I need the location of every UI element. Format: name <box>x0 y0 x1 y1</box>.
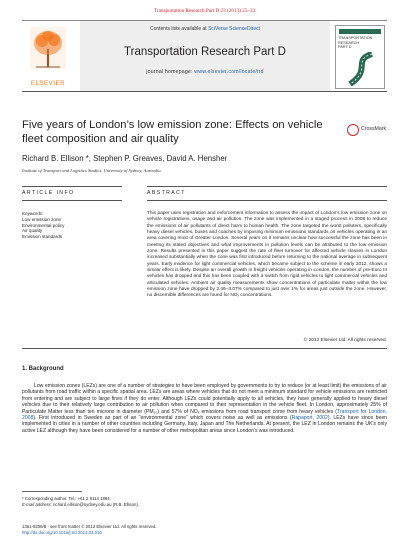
footnote-rule <box>22 491 82 492</box>
keyword-item: Air quality <box>22 228 43 234</box>
affiliation: Institute of Transport and Logistics Studies, University of Sydney, Australia <box>22 168 161 173</box>
corresponding-author: * Corresponding author. Tel.: +61 2 9114 1894. <box>22 496 111 501</box>
email-address[interactable]: richard.ellison@sydney.edu.au <box>53 501 112 507</box>
masthead-center <box>80 21 330 91</box>
elsevier-logo[interactable] <box>22 25 74 89</box>
keyword-item: Low emission zone <box>22 216 62 222</box>
author-list[interactable]: Richard B. Ellison *, Stephen P. Greaves, David A. Hensher <box>22 154 228 163</box>
email-suffix: (R.B. Ellison). <box>111 501 140 507</box>
journal-title: Transportation Research Part D <box>124 46 286 58</box>
contents-prefix: Contents lists available at <box>149 26 209 32</box>
divider <box>22 348 387 349</box>
sciencedirect-link[interactable]: SciVerse ScienceDirect <box>208 26 261 32</box>
journal-cover-thumbnail[interactable] <box>335 25 385 89</box>
paragraph-text: Low emission zones (LEZs) are one of a number of strategies to have been employed by governments to try to reduce (or at least limit) the emissions of air pollutants from road traffic within a specific spatial area. LEZs are areas where vehicles that do not meet a minimum standard for vehicle emissions are restricted from entering and are subject to large fines if they do enter. Although LEZs could potentially apply to all vehicles, they have generally applied to heavy diesel vehicles due to their relatively large contribution to air pollution when compared to their representation in the vehicle fleet. In London, approximately 25% of Particulate Matter less than ten microns in diameter (PM₁₀) and 57% of NOₓ emissions from road transport come from heavy vehicles ( <box>22 383 387 415</box>
abstract-heading: ABSTRACT <box>147 190 186 196</box>
citation-link[interactable]: Rapaport, 2002 <box>291 415 328 422</box>
homepage-prefix: journal homepage: <box>146 69 195 75</box>
email-line <box>22 502 387 508</box>
background-paragraph <box>22 383 387 434</box>
paragraph-text: ), LEZs have since been implemented in cities in a number of other countries including Germany, Italy, Japan and The Netherlands. At present, the LEZ in London remains the UK’s only active LEZ although they have been considered for a number of other metropolitan areas since London’s was introduced. <box>22 415 387 434</box>
cover-road-icon <box>342 52 380 86</box>
homepage-link[interactable]: www.elsevier.com/locate/trd <box>194 69 264 75</box>
divider <box>147 186 387 187</box>
journal-masthead <box>22 20 387 92</box>
cover-color-bar <box>339 29 381 34</box>
keywords-block <box>22 211 122 240</box>
cover-title-line: RESEARCH <box>338 40 360 45</box>
footnote <box>22 496 387 507</box>
journal-homepage <box>80 69 330 75</box>
doi-link[interactable]: http://dx.doi.org/10.1016/j.trd.2013.03.010 <box>22 529 102 535</box>
divider <box>147 200 387 201</box>
cover-title <box>338 36 384 50</box>
section-heading: 1. Background <box>22 366 64 372</box>
crossmark-icon <box>347 124 359 136</box>
issn-line: 1361-9209/$ - see front matter © 2013 Elsevier Ltd. All rights reserved. <box>22 524 157 529</box>
crossmark-badge[interactable] <box>347 122 387 138</box>
divider <box>22 186 122 187</box>
cover-title-line: PART D <box>338 45 352 50</box>
abstract-copyright: © 2013 Elsevier Ltd. All rights reserved. <box>303 338 387 343</box>
keyword-item: Environmental policy <box>22 222 65 228</box>
abstract-text: This paper uses registration and enforcement information to assess the impact of London’s low emission zone on vehicle registrations, usage and air pollution. The zone was implemented in a staged process in 2008 to reduce the emissions of air pollutants of direct harm to human health. The zone targeted the worst polluters, specifically heavy diesel vehicles, buses and coaches by imposing minimum emissions standards on vehicles operating in an area covering most of Greater London. Several years on it remains unclear how successful the zone has been in meeting its stated objectives and what improvements in pollution levels can be attributed to the low emission zone. Results presented in this paper suggest the rate of fleet turnover for affected vehicle classes in London increased substantially when the zone was first introduced before returning to the national average in subsequent years. Early evidence for light commercial vehicles, which became subject to the scheme in early 2012, shows a similar effect is likely. Despite an overall growth in freight vehicles operating in London, the number of pre-Euro III vehicles has dropped and this has been coupled with a switch from rigid vehicles to light commercial vehicles and articulated vehicles. Ambient air quality measurements show concentrations of particulate matter within the low emission zone have dropped by 2.46–3.07% compared to just over 1% for areas just outside the zone. However, no discernible differences are found for NOₓ concentrations. <box>147 211 387 299</box>
running-head[interactable]: Transportation Research Part D 23 (2013) 25–33 <box>153 8 256 14</box>
keywords-heading: Keywords: <box>22 211 44 216</box>
citation-link[interactable]: Transport for London, 2008 <box>22 408 387 422</box>
divider <box>22 200 122 201</box>
cover-title-line: TRANSPORTATION <box>338 36 373 40</box>
crossmark-label: CrossMark <box>361 126 387 132</box>
contents-line <box>80 26 330 32</box>
paragraph-text: ). First introduced in Sweden as part of an “environmental zone” which covers noise as well as emissions ( <box>33 415 292 422</box>
article-meta <box>22 524 387 535</box>
article-title: Five years of London’s low emission zone: Effects on vehicle fleet composition and air quality <box>22 119 323 145</box>
publisher-name: ELSEVIER <box>30 80 66 87</box>
article-info-heading: ARTICLE INFO <box>22 190 75 196</box>
keyword-item: Emission standards <box>22 234 63 240</box>
email-label: E-mail address: <box>22 501 54 507</box>
elsevier-tree-icon <box>30 27 66 69</box>
